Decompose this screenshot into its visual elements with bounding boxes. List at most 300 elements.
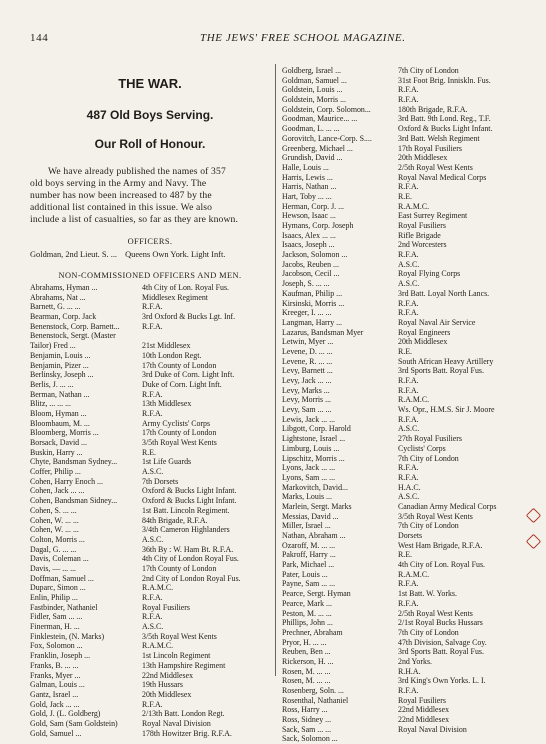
unit-name: A.S.C. <box>398 279 420 289</box>
soldier-name: Sack, Solomon ... <box>282 734 338 744</box>
roll-entry <box>282 299 532 309</box>
roll-entry <box>30 428 270 438</box>
unit-name: 3rd Batt. Loyal North Lancs. <box>398 288 490 298</box>
roll-entry <box>30 583 270 593</box>
soldier-name: Goldstein, Morris ... <box>282 95 346 105</box>
soldier-name: Tailor) Fred ... <box>30 341 76 351</box>
roll-entry <box>282 560 532 570</box>
unit-name: R.A.M.C. <box>398 569 430 579</box>
roll-entry <box>282 725 532 735</box>
soldier-name: Pearce, Sergt. Hyman <box>282 589 351 599</box>
soldier-name: Gold, Sam (Sam Goldstein) <box>30 718 118 728</box>
intro-paragraph <box>30 166 270 226</box>
roll-entry <box>282 192 532 202</box>
officer-name: Goldman, 2nd Lieut. S. ... <box>30 250 118 259</box>
unit-name: Royal Naval Division <box>142 718 211 728</box>
article-title: THE WAR. <box>118 76 182 91</box>
soldier-name: Franks, B. ... ... <box>30 660 79 670</box>
roll-entry <box>30 593 270 603</box>
unit-name: R.F.A. <box>398 463 419 473</box>
soldier-name: Lyons, Sam ... ... <box>282 472 336 482</box>
soldier-name: Grundish, David ... <box>282 153 343 163</box>
roll-entry <box>282 105 532 115</box>
unit-name: R.F.A. <box>142 612 163 622</box>
unit-name: West Ham Brigade, R.F.A. <box>398 540 483 550</box>
unit-name: 3/5th Royal West Kents <box>398 511 473 521</box>
unit-name: 7th Dorsets <box>142 476 179 486</box>
unit-name: 19th Hussars <box>142 680 183 690</box>
roll-entry <box>30 564 270 574</box>
soldier-name: Dagal, G. ... ... <box>30 544 77 554</box>
unit-name: R.E. <box>142 447 157 457</box>
roll-entry <box>30 486 270 496</box>
unit-name: Royal Fusiliers <box>142 602 191 612</box>
unit-name: A.S.C. <box>398 424 420 434</box>
unit-name: 84th Brigade, R.F.A. <box>142 515 208 525</box>
soldier-name: Limburg, Louis ... <box>282 443 340 453</box>
roll-entry <box>282 405 532 415</box>
unit-name: 1st Batt. W. Yorks. <box>398 589 457 599</box>
nco-heading: NON-COMMISSIONED OFFICERS AND MEN. <box>58 271 242 280</box>
unit-name: South African Heavy Artillery <box>398 356 494 366</box>
unit-name: 7th City of London <box>398 453 459 463</box>
roll-entry <box>30 496 270 506</box>
roll-entry <box>30 545 270 555</box>
soldier-name: Goldberg, Israel ... <box>282 66 342 75</box>
unit-name: Royal Naval Medical Corps <box>398 172 487 182</box>
roll-entry <box>30 641 270 651</box>
unit-name: 4th City of Lon. Royal Fus. <box>398 560 486 570</box>
roll-entry <box>282 492 532 502</box>
unit-name: Army Cyclists' Corps <box>142 418 211 428</box>
roll-entry <box>282 521 532 531</box>
roll-entry <box>30 302 270 312</box>
roll-entry <box>282 95 532 105</box>
roll-entry <box>30 457 270 467</box>
soldier-name: Goldstein, Louis ... <box>282 85 343 95</box>
roll-entry <box>282 609 532 619</box>
roll-entry <box>30 709 270 719</box>
unit-name: 3rd Sports Batt. Royal Fus. <box>398 647 484 657</box>
soldier-name: Berlinsky, Joseph ... <box>30 370 94 380</box>
roll-entry <box>30 506 270 516</box>
unit-name: R.A.M.C. <box>398 395 430 405</box>
roll-entry <box>282 676 532 686</box>
soldier-name: Park, Michael ... <box>282 560 335 570</box>
soldier-name: Lipschitz, Morris ... <box>282 453 345 463</box>
roll-entry <box>282 599 532 609</box>
soldier-name: Ross, Harry ... <box>282 705 328 715</box>
soldier-name: Miller, Israel ... <box>282 521 331 531</box>
roll-entry <box>30 612 270 622</box>
roll-entry <box>282 269 532 279</box>
unit-name: East Surrey Regiment <box>398 211 468 221</box>
soldier-name: Isaacs, Alex ... ... <box>282 230 336 240</box>
right-column <box>282 64 532 744</box>
soldier-name: Isaacs, Joseph ... <box>282 240 335 250</box>
soldier-name: Cohen, Jack ... ... <box>30 486 85 496</box>
soldier-name: Ozaroff, M. ... ... <box>282 540 336 550</box>
roll-entry <box>30 331 270 341</box>
unit-name: R.F.A. <box>398 414 419 424</box>
unit-name: 27th Royal Fusiliers <box>398 434 463 444</box>
roll-entry <box>282 153 532 163</box>
roll-entry <box>30 622 270 632</box>
soldier-name: Harris, Lewis ... <box>282 172 333 182</box>
soldier-name: Benenstock, Sergt. (Master <box>30 331 116 341</box>
unit-name: A.S.C. <box>142 622 164 632</box>
soldier-name: Finklestein, (N. Marks) <box>30 631 105 641</box>
roll-entry <box>30 651 270 661</box>
roll-entry <box>282 182 532 192</box>
unit-name: R.F.A. <box>398 472 419 482</box>
soldier-name: Buskin, Harry ... <box>30 447 83 457</box>
roll-entry <box>282 260 532 270</box>
soldier-name: Davis, — ... ... <box>30 563 77 573</box>
unit-name: 1st Batt. Lincoln Regiment. <box>142 505 230 515</box>
intro-line: We have already published the names of 357 <box>48 166 226 177</box>
unit-name: Royal Fusiliers <box>398 695 447 705</box>
soldier-name: Messias, David ... <box>282 511 339 521</box>
unit-name: 31st Foot Brig. Inniskln. Fus. <box>398 75 491 85</box>
roll-entry <box>30 351 270 361</box>
unit-name: R.F.A. <box>142 302 163 312</box>
soldier-name: Rosen, M. ... ... <box>282 666 331 676</box>
soldier-name: Berlis, J. ... ... <box>30 379 74 389</box>
soldier-name: Borsack, David ... <box>30 438 87 447</box>
unit-name: R.A.M.C. <box>142 641 174 651</box>
soldier-name: Pater, Louis ... <box>282 569 328 579</box>
soldier-name: Goldstein, Corp. Solomon... <box>282 104 371 114</box>
soldier-name: Cohen, S. ... ... <box>30 505 77 515</box>
soldier-name: Abrahams, Nat ... <box>30 292 86 302</box>
unit-name: 3/5th Royal West Kents <box>142 631 217 641</box>
soldier-name: Cohen, Bandsman Sidney... <box>30 496 118 506</box>
soldier-name: Hewson, Isaac ... <box>282 211 336 221</box>
roll-entry <box>282 163 532 173</box>
soldier-name: Letwin, Myer ... <box>282 337 334 347</box>
soldier-name: Kaufman, Philip ... <box>282 288 343 298</box>
soldier-name: Rickerson, H. ... <box>282 656 334 666</box>
roll-entry <box>282 328 532 338</box>
soldier-name: Rosenberg, Soln. ... <box>282 686 344 695</box>
right-roll-list <box>282 66 532 744</box>
soldier-name: Franks, Myer ... <box>30 670 81 680</box>
soldier-name: Levy, Barnett ... <box>282 366 333 376</box>
roll-entry <box>282 579 532 589</box>
soldier-name: Levy, Morris ... <box>282 395 332 405</box>
roll-entry <box>30 632 270 642</box>
unit-name: 2/5th Royal West Kents <box>398 162 473 172</box>
soldier-name: Kirsinski, Morris ... <box>282 298 345 308</box>
roll-entry <box>282 638 532 648</box>
soldier-name: Fastbinder, Nathaniel <box>30 602 98 612</box>
unit-name: R.F.A. <box>398 385 419 395</box>
unit-name: 17th County of London <box>142 360 217 370</box>
unit-name: 21st Middlesex <box>142 341 191 351</box>
article-subtitle: 487 Old Boys Serving. <box>86 108 214 122</box>
roll-entry <box>282 444 532 454</box>
soldier-name: Kreeger, I. ... ... <box>282 308 332 318</box>
soldier-name: Duparc, Simon ... <box>30 583 86 593</box>
roll-entry <box>282 395 532 405</box>
unit-name: Royal Flying Corps <box>398 269 461 279</box>
soldier-name: Blitz, ... ... ... <box>30 399 71 409</box>
unit-name: R.F.A. <box>398 598 419 608</box>
unit-name: Oxford & Bucks Light Infant. <box>142 486 237 496</box>
unit-name: 7th City of London <box>398 627 459 637</box>
unit-name: Duke of Corn. Light Inft. <box>142 379 222 389</box>
roll-entry <box>282 415 532 425</box>
soldier-name: Langman, Harry ... <box>282 317 343 327</box>
unit-name: R.F.A. <box>142 408 163 418</box>
roll-entry <box>282 250 532 260</box>
soldier-name: Phillips, John ... <box>282 618 333 628</box>
soldier-name: Bloombaum, M. ... <box>30 418 90 428</box>
unit-name: R.F.A. <box>398 85 419 95</box>
unit-name: 22nd Middlesex <box>398 705 450 715</box>
unit-name: 20th Middlesex <box>398 153 448 163</box>
roll-entry <box>282 357 532 367</box>
unit-name: R.F.A. <box>398 579 419 589</box>
roll-entry <box>30 370 270 380</box>
roll-entry <box>282 734 532 744</box>
soldier-name: Pakroff, Harry ... <box>282 550 336 560</box>
roll-entry <box>282 366 532 376</box>
soldier-name: Reuben, Ben ... <box>282 647 331 657</box>
unit-name: 178th Howitzer Brig. R.F.A. <box>142 728 232 738</box>
roll-entry <box>282 386 532 396</box>
unit-name: R.F.A. <box>142 699 163 709</box>
unit-name: Cyclists' Corps <box>398 443 446 453</box>
roll-entry <box>30 671 270 681</box>
soldier-name: Cohen, W. ... ... <box>30 515 79 525</box>
roll-entry <box>282 76 532 86</box>
soldier-name: Levene, D. ... ... <box>282 346 333 356</box>
unit-name: 4th City of Lon. Royal Fus. <box>142 283 230 292</box>
unit-name: 36th By : W. Ham Bt. R.F.A. <box>142 544 234 554</box>
soldier-name: Jacobson, Cecil ... <box>282 269 340 279</box>
roll-entry <box>282 454 532 464</box>
unit-name: R.F.A. <box>398 308 419 318</box>
soldier-name: Herman, Corp. J. ... <box>282 201 345 211</box>
unit-name: 3/5th Royal West Kents <box>142 438 217 447</box>
unit-name: 22nd Middlesex <box>142 670 194 680</box>
soldier-name: Benenstock, Corp. Barnett... <box>30 321 120 331</box>
unit-name: Rifle Brigade <box>398 230 441 240</box>
unit-name: 1st Life Guards <box>142 457 192 467</box>
section-title: Our Roll of Honour. <box>94 137 206 151</box>
roll-entry <box>282 531 532 541</box>
soldier-name: Colton, Morris ... <box>30 534 85 544</box>
roll-entry <box>282 347 532 357</box>
roll-entry <box>282 434 532 444</box>
soldier-name: Pryor, H. ... ... <box>282 637 327 647</box>
unit-name: R.A.M.C. <box>142 583 174 593</box>
roll-entry <box>282 289 532 299</box>
roll-entry <box>282 618 532 628</box>
soldier-name: Fox, Solomon ... <box>30 641 83 651</box>
roll-entry <box>30 409 270 419</box>
roll-entry <box>30 390 270 400</box>
roll-entry <box>282 502 532 512</box>
unit-name: Royal Fusiliers <box>398 221 447 230</box>
unit-name: R.F.A. <box>398 182 419 192</box>
unit-name: 10th London Regt. <box>142 350 202 360</box>
unit-name: 22nd Middlesex <box>398 715 450 725</box>
soldier-name: Lazarus, Bandsman Myer <box>282 327 364 337</box>
soldier-name: Jackson, Solomon ... <box>282 250 348 260</box>
roll-entry <box>282 647 532 657</box>
roll-entry <box>282 570 532 580</box>
unit-name: R.E. <box>398 346 413 356</box>
unit-name: R.A.M.C. <box>398 201 430 211</box>
soldier-name: Gold, Samuel ... <box>30 728 82 738</box>
officer-row <box>30 249 270 260</box>
unit-name: 17th County of London <box>142 563 217 573</box>
soldier-name: Gantz, Israel ... <box>30 689 79 699</box>
roll-entry <box>30 467 270 477</box>
unit-name: Royal Engineers <box>398 327 451 337</box>
unit-name: 2/13th Batt. London Regt. <box>142 709 225 719</box>
unit-name: 20th Middlesex <box>398 337 448 347</box>
unit-name: R.F.A. <box>142 321 163 331</box>
unit-name: R.F.A. <box>142 389 163 399</box>
roll-entry <box>282 424 532 434</box>
roll-entry <box>282 376 532 386</box>
roll-entry <box>282 463 532 473</box>
roll-entry <box>30 690 270 700</box>
soldier-name: Cohen, Harry Enoch ... <box>30 476 103 486</box>
soldier-name: Benjamin, Pizer ... <box>30 360 89 370</box>
unit-name: H.A.C. <box>398 482 421 492</box>
roll-entry <box>282 85 532 95</box>
soldier-name: Chyte, Bandsman Sydney... <box>30 457 118 467</box>
unit-name: 13th Hampshire Regiment <box>142 660 226 670</box>
unit-name: 20th Middlesex <box>142 689 192 699</box>
unit-name: 17th Royal Fusiliers <box>398 143 463 153</box>
unit-name: 3rd Oxford & Bucks Lgt. Inf. <box>142 312 236 322</box>
soldier-name: Doffman, Samuel ... <box>30 573 94 583</box>
soldier-name: Bearman, Corp. Jack <box>30 312 97 322</box>
unit-name: Royal Naval Division <box>398 724 467 734</box>
roll-entry <box>282 550 532 560</box>
soldier-name: Fidler, Sam ... ... <box>30 612 83 622</box>
roll-entry <box>30 700 270 710</box>
roll-entry <box>30 554 270 564</box>
soldier-name: Coffer, Philip ... <box>30 467 81 477</box>
unit-name: Oxford & Bucks Light Infant. <box>398 124 493 134</box>
roll-entry <box>30 729 270 739</box>
soldier-name: Lewis, Jack ... ... <box>282 414 336 424</box>
roll-entry <box>282 124 532 134</box>
soldier-name: Libgott, Corp. Harold <box>282 424 351 434</box>
roll-entry <box>282 231 532 241</box>
roll-entry <box>30 322 270 332</box>
roll-entry <box>282 66 532 76</box>
roll-entry <box>282 114 532 124</box>
soldier-name: Halle, Louis ... <box>282 162 329 172</box>
soldier-name: Harris, Nathan ... <box>282 182 337 192</box>
soldier-name: Jacobs, Reuben ... <box>282 259 339 269</box>
roll-entry <box>282 144 532 154</box>
soldier-name: Bloomberg, Morris ... <box>30 428 99 438</box>
roll-entry <box>30 380 270 390</box>
roll-entry <box>30 535 270 545</box>
roll-entry <box>282 211 532 221</box>
soldier-name: Marlein, Sergt. Marks <box>282 501 352 511</box>
roll-entry <box>30 680 270 690</box>
roll-entry <box>30 341 270 351</box>
unit-name: R.F.A. <box>142 593 163 602</box>
unit-name: Oxford & Bucks Light Infant. <box>142 496 237 506</box>
unit-name: 47th Division, Salvage Coy. <box>398 637 487 647</box>
roll-entry <box>282 483 532 493</box>
unit-name: R.H.A. <box>398 666 421 676</box>
soldier-name: Gold, Jack ... ... <box>30 699 80 709</box>
soldier-name: Franklin, Joseph ... <box>30 651 91 661</box>
soldier-name: Hart, Toby ... ... <box>282 191 332 201</box>
soldier-name: Goodman, L. ... ... <box>282 124 340 134</box>
soldier-name: Marks, Louis ... <box>282 492 332 502</box>
roll-entry <box>282 318 532 328</box>
unit-name: R.E. <box>398 550 413 560</box>
page-header <box>30 32 522 46</box>
roll-entry <box>282 173 532 183</box>
unit-name: 4th City of London Royal Fus. <box>142 554 239 564</box>
unit-name: 3rd Batt. 9th Lond. Reg., T.F. <box>398 114 491 124</box>
unit-name: R.F.A. <box>398 686 419 695</box>
unit-name: 2nd City of London Royal Fus. <box>142 573 241 583</box>
roll-entry <box>30 399 270 409</box>
roll-entry <box>282 308 532 318</box>
soldier-name: Goodman, Maurice... ... <box>282 114 358 124</box>
roll-entry <box>282 657 532 667</box>
left-roll-list <box>30 283 270 738</box>
soldier-name: Markovitch, David... <box>282 482 348 492</box>
roll-entry <box>282 134 532 144</box>
soldier-name: Finerman, H. ... <box>30 622 80 632</box>
soldier-name: Nathan, Abraham ... <box>282 531 346 540</box>
roll-entry <box>282 667 532 677</box>
soldier-name: Pearce, Mark ... <box>282 598 332 608</box>
soldier-name: Levene, R. ... ... <box>282 356 333 366</box>
unit-name: 3/4th Cameron Highlanders <box>142 525 230 535</box>
roll-entry <box>30 661 270 671</box>
soldier-name: Joseph, S. ... ... <box>282 279 330 289</box>
intro-line: include a list of casualties, so far as they are known. <box>30 214 239 225</box>
soldier-name: Abrahams, Hyman ... <box>30 283 98 292</box>
soldier-name: Lightstone, Israel ... <box>282 434 346 444</box>
soldier-name: Levy, Marks ... <box>282 385 330 395</box>
roll-entry <box>30 574 270 584</box>
officer-unit: Queens Own York. Light Inft. <box>125 250 226 259</box>
soldier-name: Levy, Jack ... ... <box>282 376 332 385</box>
roll-entry <box>282 240 532 250</box>
unit-name: A.S.C. <box>398 259 420 269</box>
unit-name: 1st Lincoln Regiment <box>142 651 211 661</box>
unit-name: 3rd Sports Batt. Royal Fus. <box>398 366 484 376</box>
soldier-name: Benjamin, Louis ... <box>30 350 91 360</box>
soldier-name: Cohen, W. ... ... <box>30 525 79 535</box>
unit-name: Middlesex Regiment <box>142 292 208 302</box>
unit-name: 2nd Worcesters <box>398 240 447 250</box>
unit-name: 2nd Yorks. <box>398 656 432 666</box>
roll-entry <box>282 715 532 725</box>
unit-name: 7th City of London <box>398 521 459 531</box>
unit-name: 17th County of London <box>142 428 217 438</box>
roll-entry <box>30 525 270 535</box>
